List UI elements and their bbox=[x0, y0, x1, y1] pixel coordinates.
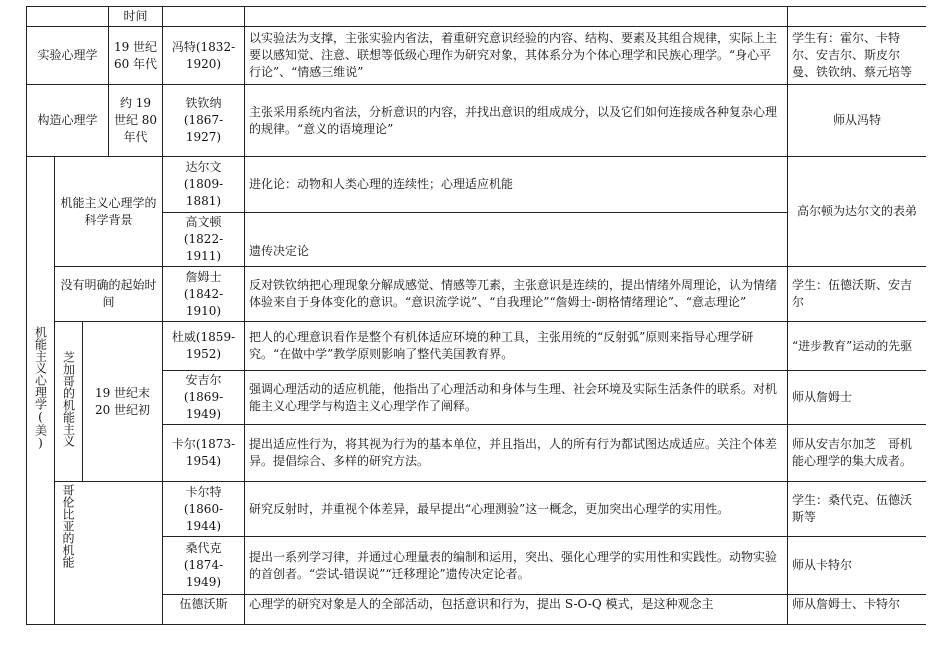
psychology-history-table bbox=[26, 6, 926, 625]
person-cell: 高文顿(1822-1911) bbox=[163, 213, 245, 267]
header-empty-cell bbox=[163, 7, 245, 27]
description-cell: 遗传决定论 bbox=[245, 213, 788, 267]
table-row bbox=[27, 85, 927, 157]
header-time-cell: 时间 bbox=[109, 7, 163, 27]
header-empty-cell bbox=[788, 7, 927, 27]
person-cell: 詹姆士(1842-1910) bbox=[163, 267, 245, 322]
note-cell: 师从詹姆士 bbox=[788, 371, 927, 425]
header-empty-cell bbox=[27, 7, 109, 27]
person-cell: 达尔文(1809-1881) bbox=[163, 157, 245, 213]
note-cell: 师从冯特 bbox=[788, 85, 927, 157]
subgroup-cell: 没有明确的起始时间 bbox=[55, 267, 163, 322]
table-row bbox=[27, 482, 927, 537]
psychology-history-table-wrapper bbox=[26, 6, 926, 630]
note-cell: 学生：桑代克、伍德沃斯等 bbox=[788, 482, 927, 537]
description-cell: 把人的心理意识看作是整个有机体适应环境的种工具，主张用统的“反射弧”原则来指导心理学研究。“在做中学”教学原则影响了整代美国教育界。 bbox=[245, 322, 788, 371]
note-cell: 学生有：霍尔、卡特尔、安吉尔、斯皮尔曼、铁钦纳、蔡元培等 bbox=[788, 27, 927, 85]
table-row bbox=[27, 157, 927, 213]
group-label-text: 机能主义心理学(美) bbox=[33, 326, 48, 450]
note-cell: “进步教育”运动的先驱 bbox=[788, 322, 927, 371]
table-row bbox=[27, 27, 927, 85]
description-cell: 主张采用系统内省法，分析意识的内容，并找出意识的组成成分，以及它们如何连接成各种复杂心理的规律。“意义的语境理论” bbox=[245, 85, 788, 157]
person-cell: 卡尔(1873-1954) bbox=[163, 425, 245, 482]
group-label-cell bbox=[27, 157, 55, 625]
table-row bbox=[27, 267, 927, 322]
subgroup-label-text: 芝加哥的机能主义 bbox=[61, 351, 76, 447]
note-cell: 师从卡特尔 bbox=[788, 537, 927, 595]
description-cell: 提出一系列学习律，并通过心理量表的编制和运用，突出、强化心理学的实用性和实践性。动物实验的首创者。“尝试-错误说”“迁移理论”遗传决定论者。 bbox=[245, 537, 788, 595]
table-row bbox=[27, 322, 927, 371]
note-cell: 学生：伍德沃斯、安吉尔 bbox=[788, 267, 927, 322]
description-cell: 以实验法为支撑，主张实验内省法，着重研究意识经验的内容、结构、要素及其组合规律，实际上主要以感知觉、注意、联想等低级心理作为研究对象，其体系分为个体心理学和民族心理学。“身心平行论”、“情感三维说” bbox=[245, 27, 788, 85]
subgroup-cell bbox=[55, 322, 83, 482]
note-cell: 高尔顿为达尔文的表弟 bbox=[788, 157, 927, 267]
school-name-cell: 实验心理学 bbox=[27, 27, 109, 85]
person-cell: 桑代克(1874-1949) bbox=[163, 537, 245, 595]
subgroup-cell bbox=[55, 482, 163, 625]
time-cell: 约 19 世纪 80 年代 bbox=[109, 85, 163, 157]
person-cell: 铁钦纳(1867-1927) bbox=[163, 85, 245, 157]
person-cell: 杜威(1859-1952) bbox=[163, 322, 245, 371]
note-cell: 师从詹姆士、卡特尔 bbox=[788, 595, 927, 625]
description-cell: 心理学的研究对象是人的全部活动，包括意识和行为，提出 S-O-Q 模式，是这种观念主 bbox=[245, 595, 788, 625]
person-cell: 安吉尔(1869-1949) bbox=[163, 371, 245, 425]
subgroup-label-text: 哥伦比亚的机能 bbox=[61, 484, 75, 568]
school-name-cell: 构造心理学 bbox=[27, 85, 109, 157]
header-empty-cell bbox=[245, 7, 788, 27]
person-cell: 伍德沃斯 bbox=[163, 595, 245, 625]
header-row bbox=[27, 7, 927, 27]
note-cell: 师从安吉尔加芝 哥机能心理学的集大成者。 bbox=[788, 425, 927, 482]
time-cell: 19 世纪末 20 世纪初 bbox=[83, 322, 163, 482]
description-cell: 提出适应性行为，将其视为行为的基本单位，并且指出，人的所有行为都试图达成适应。关注个体差异。提倡综合、多样的研究方法。 bbox=[245, 425, 788, 482]
description-cell: 进化论：动物和人类心理的连续性；心理适应机能 bbox=[245, 157, 788, 213]
description-cell: 研究反射时，并重视个体差异，最早提出“心理测验”这一概念，更加突出心理学的实用性。 bbox=[245, 482, 788, 537]
person-cell: 卡尔特(1860-1944) bbox=[163, 482, 245, 537]
description-cell: 强调心理活动的适应机能，他指出了心理活动和身体与生理、社会环境及实际生活条件的联系。对机能主义心理学与构造主义心理学作了阐释。 bbox=[245, 371, 788, 425]
description-cell: 反对铁钦纳把心理现象分解成感觉、情感等兀素，主张意识是连续的，提出情绪外周理论，认为情绪体验来自于身体变化的意识。“意识流学说”、“自我理论”“詹姆士-朗格情绪理论”、“意志理论” bbox=[245, 267, 788, 322]
time-cell: 19 世纪 60 年代 bbox=[109, 27, 163, 85]
person-cell: 冯特(1832-1920) bbox=[163, 27, 245, 85]
subgroup-cell: 机能主义心理学的科学背景 bbox=[55, 157, 163, 267]
